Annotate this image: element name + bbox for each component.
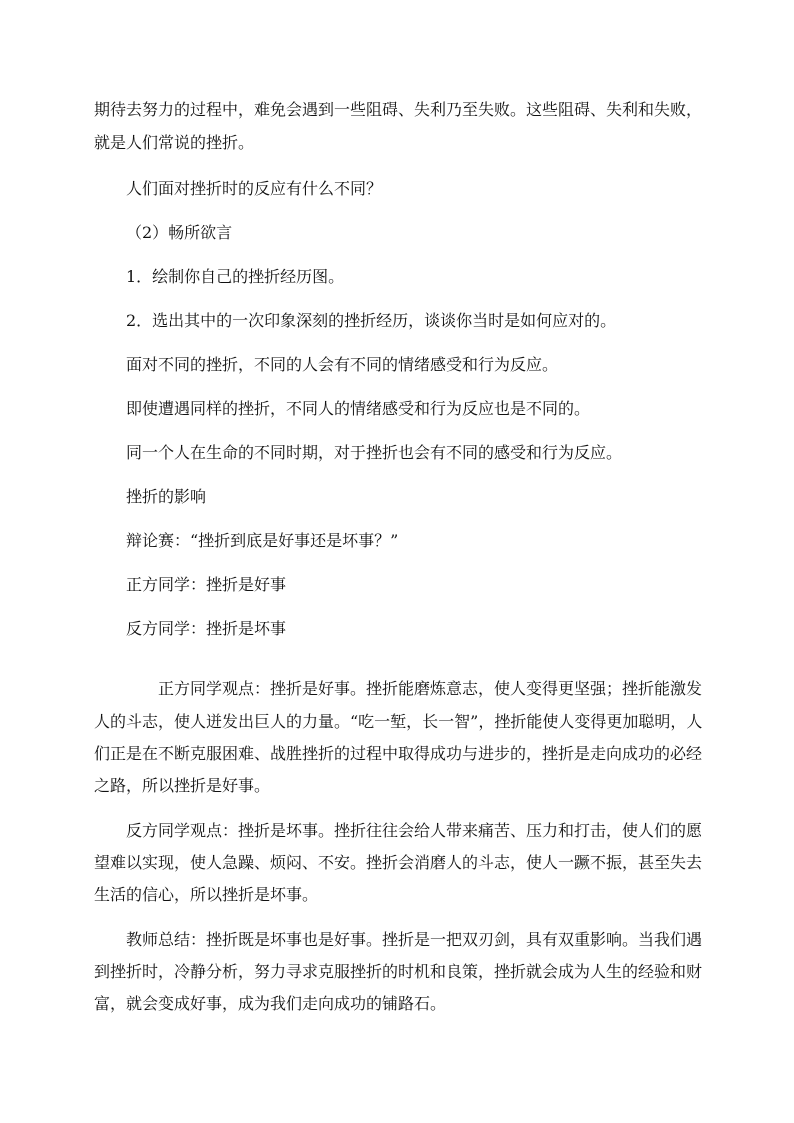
pro-view-line-4: 之路，所以挫折是好事。 — [94, 776, 271, 795]
paragraph-intro-line-2: 就是人们常说的挫折。 — [94, 133, 255, 152]
teacher-summary-line-3: 富，就会变成好事，成为我们走向成功的铺路石。 — [94, 994, 447, 1013]
teacher-summary-line-2: 到挫折时，冷静分析，努力寻求克服挫折的时机和良策，挫折就会成为人生的经验和财 — [94, 962, 703, 981]
debate-title: 辩论赛：“挫折到底是好事还是坏事？” — [126, 531, 399, 550]
pro-view-line-3: 们正是在不断克服困难、战胜挫折的过程中取得成功与进步的，挫折是走向成功的必经 — [94, 744, 703, 763]
con-view-line-1: 反方同学观点：挫折是坏事。挫折往往会给人带来痛苦、压力和打击，使人们的愿 — [126, 821, 703, 840]
statement-line-3: 同一个人在生命的不同时期，对于挫折也会有不同的感受和行为反应。 — [126, 443, 623, 462]
task-item-2: 2．选出其中的一次印象深刻的挫折经历，谈谈你当时是如何应对的。 — [126, 311, 617, 330]
pro-side-line: 正方同学：挫折是好事 — [126, 575, 287, 594]
con-view-line-2: 望难以实现，使人急躁、烦闷、不安。挫折会消磨人的斗志，使人一蹶不振，甚至失去 — [94, 853, 703, 872]
section-heading-speak: （2）畅所欲言 — [126, 223, 233, 242]
con-view-line-3: 生活的信心，所以挫折是坏事。 — [94, 885, 319, 904]
pro-view-line-2: 人的斗志，使人迸发出巨人的力量。“吃一堑，长一智”，挫折能使人变得更加聪明，人 — [94, 712, 703, 731]
statement-line-2: 即使遭遇同样的挫折，不同人的情绪感受和行为反应也是不同的。 — [126, 399, 591, 418]
task-item-1: 1．绘制你自己的挫折经历图。 — [126, 267, 345, 286]
paragraph-intro-line-1: 期待去努力的过程中，难免会遇到一些阻碍、失利乃至失败。这些阻碍、失利和失败， — [94, 100, 703, 119]
con-side-line: 反方同学：挫折是坏事 — [126, 619, 287, 638]
statement-line-1: 面对不同的挫折，不同的人会有不同的情绪感受和行为反应。 — [126, 355, 559, 374]
section-heading-impact: 挫折的影响 — [126, 487, 207, 506]
question-line: 人们面对挫折时的反应有什么不同？ — [126, 179, 383, 198]
pro-view-line-1: 正方同学观点：挫折是好事。挫折能磨炼意志，使人变得更坚强；挫折能激发 — [158, 679, 703, 698]
teacher-summary-line-1: 教师总结：挫折既是坏事也是好事。挫折是一把双刃剑，具有双重影响。当我们遇 — [126, 930, 703, 949]
